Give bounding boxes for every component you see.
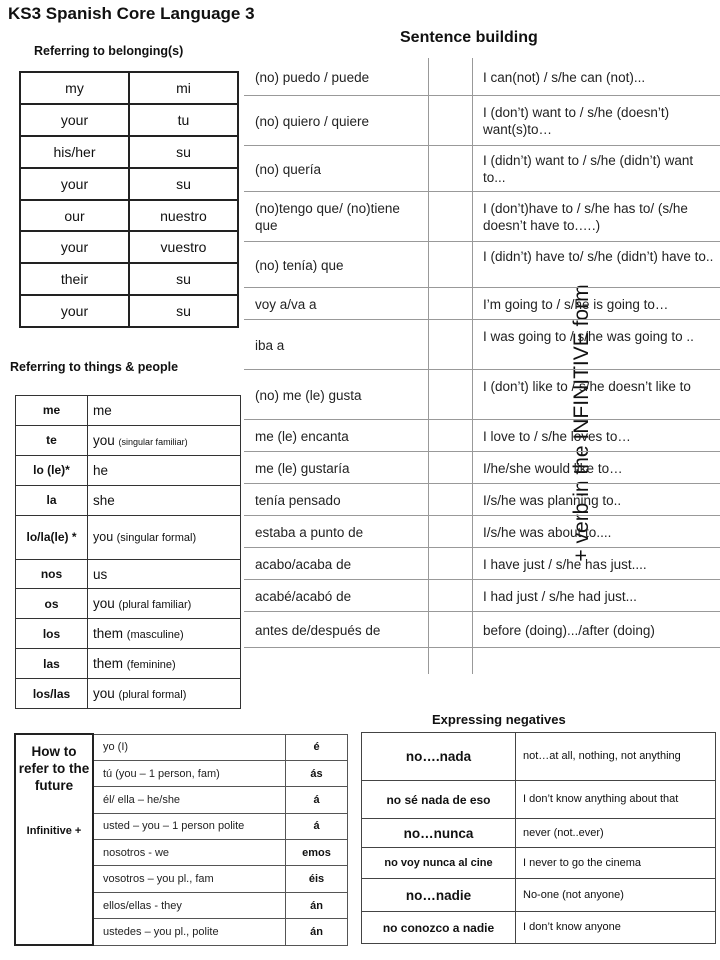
spanish-pronoun: la bbox=[16, 485, 88, 515]
english-pronoun: them (feminine) bbox=[88, 649, 241, 679]
spanish-pronoun: lo (le)* bbox=[16, 455, 88, 485]
future-sub-label: Infinitive + bbox=[26, 825, 82, 837]
negatives-table bbox=[361, 732, 716, 944]
table-row bbox=[20, 168, 238, 200]
ending-cell: éis bbox=[286, 866, 348, 892]
table-row bbox=[20, 295, 238, 327]
spanish-cell: su bbox=[129, 263, 238, 295]
negative-meaning: not…at all, nothing, not anything bbox=[516, 733, 716, 781]
spanish-phrase: antes de/después de bbox=[255, 623, 381, 638]
spanish-cell: mi bbox=[129, 72, 238, 104]
spanish-phrase: me (le) gustaría bbox=[255, 461, 350, 476]
sentence-building-table bbox=[244, 58, 720, 676]
english-pronoun: he bbox=[88, 455, 241, 485]
pronoun-note: (singular familiar) bbox=[118, 436, 188, 447]
english-meaning: I/he/she would like to… bbox=[483, 461, 623, 476]
table-row bbox=[16, 589, 241, 619]
person-cell: ellos/ellas - they bbox=[93, 892, 286, 918]
spanish-pronoun: os bbox=[16, 589, 88, 619]
pronoun-note: (masculine) bbox=[126, 629, 184, 642]
english-meaning: I’m going to / s/he is going to… bbox=[483, 297, 669, 312]
english-meaning: I (don’t)have to / s/he has to/ (s/he doesn’t have to.….) bbox=[483, 201, 688, 233]
negative-meaning: I don’t know anything about that bbox=[516, 781, 716, 819]
sentence-row bbox=[244, 320, 720, 370]
table-row bbox=[362, 781, 716, 819]
ending-cell: é bbox=[286, 734, 348, 760]
spanish-cell: su bbox=[129, 295, 238, 327]
person-cell: vosotros – you pl., fam bbox=[93, 866, 286, 892]
english-meaning: I (don’t) like to / s/he doesn’t like to bbox=[483, 379, 691, 394]
table-row bbox=[20, 72, 238, 104]
sentence-row bbox=[244, 146, 720, 192]
negative-meaning: No-one (not anyone) bbox=[516, 879, 716, 912]
negative-meaning: I never to go the cinema bbox=[516, 848, 716, 879]
spanish-phrase: (no) puedo / puede bbox=[255, 70, 370, 85]
english-meaning: I/s/he was about to.... bbox=[483, 525, 612, 540]
english-cell: your bbox=[20, 168, 129, 200]
ending-cell: á bbox=[286, 787, 348, 813]
english-meaning: I had just / s/he had just... bbox=[483, 589, 637, 604]
sentence-row bbox=[244, 484, 720, 516]
spanish-cell: vuestro bbox=[129, 231, 238, 263]
table-row bbox=[362, 848, 716, 879]
english-meaning: I love to / s/he loves to… bbox=[483, 429, 631, 444]
sentence-heading: Sentence building bbox=[400, 29, 538, 46]
table-row bbox=[20, 136, 238, 168]
person-cell: él/ ella – he/she bbox=[93, 787, 286, 813]
negative-phrase: no conozco a nadie bbox=[362, 912, 516, 944]
negative-phrase: no…nunca bbox=[362, 819, 516, 848]
person-cell: usted – you – 1 person polite bbox=[93, 813, 286, 839]
table-row bbox=[16, 559, 241, 589]
table-row bbox=[16, 485, 241, 515]
sentence-row bbox=[244, 580, 720, 612]
spanish-pronoun: lo/la(le) * bbox=[16, 515, 88, 559]
table-row bbox=[362, 912, 716, 944]
negative-phrase: no…nadie bbox=[362, 879, 516, 912]
sentence-row bbox=[244, 548, 720, 580]
infinitive-label: + verb in the INFINITIVE form bbox=[570, 284, 593, 562]
future-label-cell bbox=[15, 734, 93, 945]
english-pronoun: them (masculine) bbox=[88, 619, 241, 649]
table-row bbox=[15, 734, 348, 760]
future-label: How to refer to the future bbox=[18, 744, 90, 793]
spanish-phrase: (no) quería bbox=[255, 162, 322, 177]
table-row bbox=[16, 679, 241, 709]
ending-cell: án bbox=[286, 919, 348, 945]
spanish-pronoun: me bbox=[16, 396, 88, 426]
english-pronoun: you (plural familiar) bbox=[88, 589, 241, 619]
spanish-phrase: (no)tengo que/ (no)tiene que bbox=[255, 201, 400, 233]
table-row bbox=[20, 263, 238, 295]
english-pronoun: you (singular familiar) bbox=[88, 425, 241, 455]
spanish-cell: su bbox=[129, 136, 238, 168]
spanish-phrase: (no) me (le) gusta bbox=[255, 388, 362, 403]
pronoun-note: (feminine) bbox=[126, 659, 176, 672]
pronoun-note: (plural formal) bbox=[118, 689, 187, 702]
table-row bbox=[20, 200, 238, 232]
spanish-pronoun: los bbox=[16, 619, 88, 649]
sentence-row bbox=[244, 288, 720, 320]
negative-meaning: I don’t know anyone bbox=[516, 912, 716, 944]
sentence-row bbox=[244, 242, 720, 288]
things-heading: Referring to things & people bbox=[10, 360, 179, 374]
table-row bbox=[16, 515, 241, 559]
spanish-phrase: tenía pensado bbox=[255, 493, 341, 508]
english-cell: your bbox=[20, 231, 129, 263]
english-pronoun: she bbox=[88, 485, 241, 515]
negatives-heading: Expressing negatives bbox=[432, 712, 566, 727]
sentence-row bbox=[244, 612, 720, 648]
sentence-row bbox=[244, 420, 720, 452]
english-meaning: before (doing).../after (doing) bbox=[483, 623, 655, 638]
person-cell: nosotros - we bbox=[93, 840, 286, 866]
negative-meaning: never (not..ever) bbox=[516, 819, 716, 848]
english-meaning: I have just / s/he has just.... bbox=[483, 557, 647, 572]
spanish-phrase: (no) tenía) que bbox=[255, 258, 344, 273]
spanish-phrase: iba a bbox=[255, 338, 285, 353]
table-row bbox=[16, 455, 241, 485]
english-meaning: I/s/he was planning to.. bbox=[483, 493, 622, 508]
ending-cell: án bbox=[286, 892, 348, 918]
english-cell: your bbox=[20, 104, 129, 136]
english-cell: their bbox=[20, 263, 129, 295]
person-cell: tú (you – 1 person, fam) bbox=[93, 760, 286, 786]
english-cell: my bbox=[20, 72, 129, 104]
english-meaning: I (didn’t) want to / s/he (didn’t) want to... bbox=[483, 153, 694, 185]
english-meaning: I was going to / s/he was going to .. bbox=[483, 329, 694, 344]
page-title: KS3 Spanish Core Language 3 bbox=[8, 4, 255, 23]
table-row bbox=[20, 104, 238, 136]
spanish-cell: tu bbox=[129, 104, 238, 136]
spanish-cell: nuestro bbox=[129, 200, 238, 232]
pronoun-note: (plural familiar) bbox=[118, 599, 192, 612]
english-pronoun: you (plural formal) bbox=[88, 679, 241, 709]
spanish-pronoun: las bbox=[16, 649, 88, 679]
table-row bbox=[16, 649, 241, 679]
spanish-phrase: estaba a punto de bbox=[255, 525, 364, 540]
spanish-cell: su bbox=[129, 168, 238, 200]
table-row bbox=[362, 879, 716, 912]
table-row bbox=[20, 231, 238, 263]
spanish-phrase: acabo/acaba de bbox=[255, 557, 352, 572]
belonging-heading: Referring to belonging(s) bbox=[34, 44, 184, 58]
spanish-pronoun: los/las bbox=[16, 679, 88, 709]
english-pronoun: you (singular formal) bbox=[88, 515, 241, 559]
english-meaning: I (didn’t) have to/ s/he (didn’t) have to.. bbox=[483, 249, 714, 264]
table-row bbox=[362, 733, 716, 781]
english-cell: his/her bbox=[20, 136, 129, 168]
belonging-table bbox=[19, 71, 239, 328]
person-cell: yo (I) bbox=[93, 734, 286, 760]
table-row bbox=[16, 396, 241, 426]
ending-cell: emos bbox=[286, 840, 348, 866]
negative-phrase: no sé nada de eso bbox=[362, 781, 516, 819]
spanish-phrase: voy a/va a bbox=[255, 297, 317, 312]
sentence-row bbox=[244, 516, 720, 548]
english-meaning: I (don’t) want to / s/he (doesn’t) want(s)to… bbox=[483, 105, 670, 137]
negative-phrase: no voy nunca al cine bbox=[362, 848, 516, 879]
sentence-row bbox=[244, 370, 720, 420]
ending-cell: á bbox=[286, 813, 348, 839]
person-cell: ustedes – you pl., polite bbox=[93, 919, 286, 945]
english-pronoun: me bbox=[88, 396, 241, 426]
spanish-phrase: (no) quiero / quiere bbox=[255, 114, 370, 129]
spanish-pronoun: nos bbox=[16, 559, 88, 589]
spanish-phrase: acabé/acabó de bbox=[255, 589, 352, 604]
english-cell: your bbox=[20, 295, 129, 327]
pronoun-note: (singular formal) bbox=[116, 532, 197, 545]
sentence-row bbox=[244, 58, 720, 96]
table-row bbox=[16, 619, 241, 649]
spanish-pronoun: te bbox=[16, 425, 88, 455]
english-meaning: I can(not) / s/he can (not)... bbox=[483, 70, 646, 85]
sentence-row bbox=[244, 192, 720, 242]
pronoun-table bbox=[15, 395, 241, 709]
english-pronoun: us bbox=[88, 559, 241, 589]
english-cell: our bbox=[20, 200, 129, 232]
negative-phrase: no….nada bbox=[362, 733, 516, 781]
sentence-row bbox=[244, 96, 720, 146]
ending-cell: ás bbox=[286, 760, 348, 786]
table-row bbox=[362, 819, 716, 848]
sentence-row bbox=[244, 452, 720, 484]
table-row bbox=[16, 425, 241, 455]
future-table bbox=[14, 733, 348, 946]
spanish-phrase: me (le) encanta bbox=[255, 429, 349, 444]
